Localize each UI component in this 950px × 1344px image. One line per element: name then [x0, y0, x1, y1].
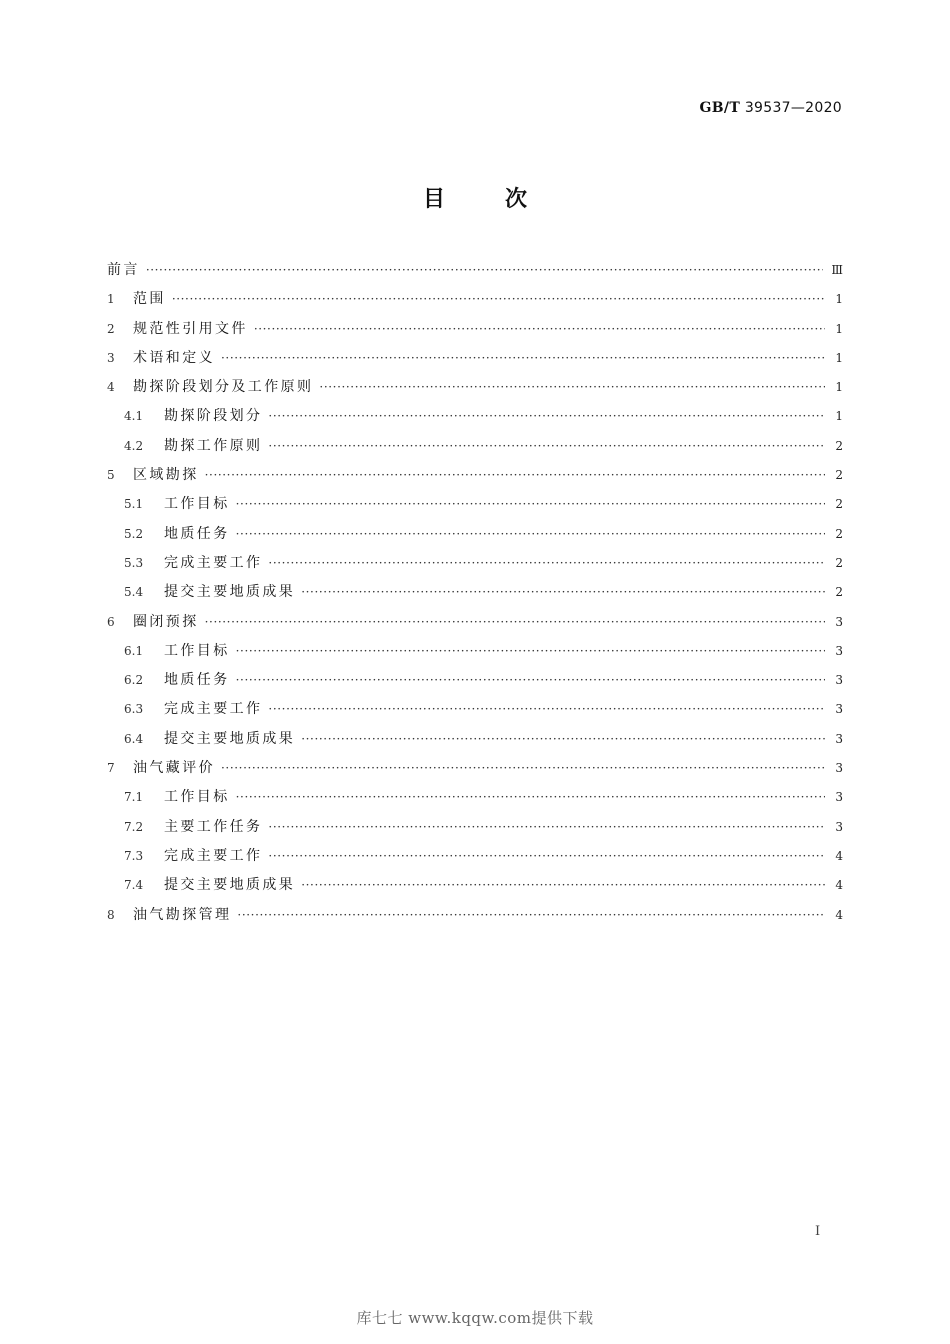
toc-entry-page: 4 [835, 878, 843, 893]
toc-entry-page: 2 [835, 497, 843, 512]
toc-dot-leader [205, 608, 825, 637]
toc-dot-leader [268, 549, 825, 578]
toc-entry-number: 7.4 [124, 878, 144, 893]
toc-entry[interactable] [107, 432, 843, 461]
toc-entry-number: 6 [107, 614, 115, 629]
toc-entry[interactable] [107, 842, 843, 871]
toc-entry-page: 2 [835, 438, 843, 453]
toc-entry[interactable] [107, 285, 843, 314]
toc-entry-page: 3 [835, 819, 843, 834]
toc-dot-leader [301, 578, 825, 607]
toc-entry[interactable] [107, 813, 843, 842]
toc-entry-number: 5 [107, 468, 115, 483]
toc-entry[interactable] [107, 608, 843, 637]
toc-entry-title: 勘探工作原则 [164, 437, 263, 454]
toc-dot-leader [301, 725, 825, 754]
toc-entry-number: 5.3 [124, 555, 144, 570]
toc-entry[interactable] [107, 490, 843, 519]
toc-entry-title: 完成主要工作 [164, 701, 263, 718]
toc-dot-leader [205, 461, 825, 490]
toc-entry[interactable] [107, 783, 843, 812]
toc-entry-title: 地质任务 [164, 525, 230, 542]
toc-entry[interactable] [107, 315, 843, 344]
title-char-1: 目 [422, 187, 445, 212]
toc-entry-number: 4 [107, 380, 115, 395]
toc-dot-leader [236, 490, 825, 519]
toc-entry-title: 规范性引用文件 [133, 320, 248, 337]
toc-entry-page: Ⅲ [831, 263, 843, 277]
toc-entry-page: 1 [835, 380, 843, 395]
toc-entry-page: 4 [835, 848, 843, 863]
toc-entry[interactable] [107, 695, 843, 724]
standard-code [700, 100, 842, 116]
toc-entry-page: 3 [835, 702, 843, 717]
toc-entry[interactable] [107, 402, 843, 431]
toc-entry-number: 6.2 [124, 673, 144, 688]
toc-entry[interactable] [107, 578, 843, 607]
toc-entry-page: 1 [835, 321, 843, 336]
toc-entry[interactable] [107, 871, 843, 900]
toc-entry-number: 6.4 [124, 731, 144, 746]
toc-entry-title: 油气藏评价 [133, 760, 215, 777]
toc-entry-number: 8 [107, 907, 115, 922]
toc-dot-leader [268, 842, 825, 871]
toc-dot-leader [236, 783, 825, 812]
standard-prefix: GB/T [699, 100, 741, 116]
toc-dot-leader [236, 637, 825, 666]
toc-entry-page: 1 [835, 292, 843, 307]
toc-entry-page: 3 [835, 790, 843, 805]
toc-entry-number: 7.1 [124, 790, 144, 805]
toc-entry-title: 完成主要工作 [164, 847, 263, 864]
toc-entry-number: 6.3 [124, 702, 144, 717]
toc-entry-page: 3 [835, 731, 843, 746]
toc-entry[interactable] [107, 637, 843, 666]
toc-entry-number: 7.3 [124, 848, 144, 863]
toc-entry[interactable] [107, 754, 843, 783]
toc-entry-page: 1 [835, 350, 843, 365]
toc-entry-page: 4 [835, 907, 843, 922]
toc-entry-number: 3 [107, 350, 115, 365]
toc-entry-title: 前言 [107, 262, 140, 278]
toc-entry-number: 4.2 [124, 438, 144, 453]
toc-dot-leader [268, 432, 825, 461]
toc-entry-title: 范围 [133, 291, 166, 308]
toc-entry[interactable] [107, 725, 843, 754]
toc-entry[interactable] [107, 520, 843, 549]
page-title [0, 182, 950, 213]
toc-entry-page: 3 [835, 761, 843, 776]
toc-entry-number: 7.2 [124, 819, 144, 834]
toc-dot-leader [254, 315, 825, 344]
toc-entry-title: 提交主要地质成果 [164, 877, 296, 894]
toc-entry-page: 2 [835, 585, 843, 600]
toc-entry[interactable] [107, 549, 843, 578]
toc-entry-title: 圈闭预探 [133, 613, 199, 630]
toc-entry-title: 工作目标 [164, 496, 230, 513]
toc-entry-page: 2 [835, 468, 843, 483]
toc-dot-leader [172, 285, 825, 314]
toc-entry-number: 5.2 [124, 526, 144, 541]
toc-entry-page: 3 [835, 673, 843, 688]
toc-dot-leader [237, 901, 825, 930]
toc-entry-number: 4.1 [124, 409, 144, 424]
toc-entry[interactable] [107, 461, 843, 490]
toc-entry-number: 6.1 [124, 643, 144, 658]
toc-entry-title: 油气勘探管理 [133, 906, 232, 923]
toc-entry-number: 7 [107, 761, 115, 776]
toc-entry-title: 完成主要工作 [164, 554, 263, 571]
toc-dot-leader [236, 666, 825, 695]
toc-dot-leader [221, 344, 825, 373]
toc-entry[interactable] [107, 373, 843, 402]
toc-entry-page: 2 [835, 555, 843, 570]
toc-dot-leader [221, 754, 825, 783]
toc-dot-leader [319, 373, 825, 402]
toc-dot-leader [146, 256, 824, 285]
toc-entry-page: 3 [835, 614, 843, 629]
toc-entry-title: 勘探阶段划分及工作原则 [133, 379, 314, 396]
toc-dot-leader [268, 402, 825, 431]
toc-entry-title: 工作目标 [164, 789, 230, 806]
toc-entry-page: 2 [835, 526, 843, 541]
toc-entry-title: 地质任务 [164, 672, 230, 689]
standard-number: 39537—2020 [744, 100, 842, 116]
toc-entry[interactable] [107, 666, 843, 695]
toc-entry-title: 工作目标 [164, 642, 230, 659]
toc-entry-page: 1 [835, 409, 843, 424]
table-of-contents [107, 256, 843, 930]
toc-dot-leader [268, 695, 825, 724]
toc-entry[interactable] [107, 901, 843, 930]
toc-entry-title: 区域勘探 [133, 467, 199, 484]
toc-entry-title: 提交主要地质成果 [164, 584, 296, 601]
toc-entry-number: 5.4 [124, 585, 144, 600]
toc-entry-title: 术语和定义 [133, 349, 215, 366]
toc-dot-leader [301, 871, 825, 900]
toc-entry-title: 勘探阶段划分 [164, 408, 263, 425]
toc-dot-leader [236, 520, 825, 549]
title-char-2: 次 [505, 187, 528, 212]
toc-entry-page: 3 [835, 643, 843, 658]
toc-entry[interactable] [107, 344, 843, 373]
download-watermark: 库七七 www.kqqw.com提供下载 [356, 1309, 594, 1327]
toc-dot-leader [268, 813, 825, 842]
toc-entry-number: 1 [107, 292, 115, 307]
toc-entry-title: 提交主要地质成果 [164, 730, 296, 747]
toc-entry[interactable] [107, 256, 843, 285]
toc-entry-title: 主要工作任务 [164, 818, 263, 835]
toc-entry-number: 2 [107, 321, 115, 336]
page-number: I [815, 1224, 821, 1239]
toc-entry-number: 5.1 [124, 497, 144, 512]
